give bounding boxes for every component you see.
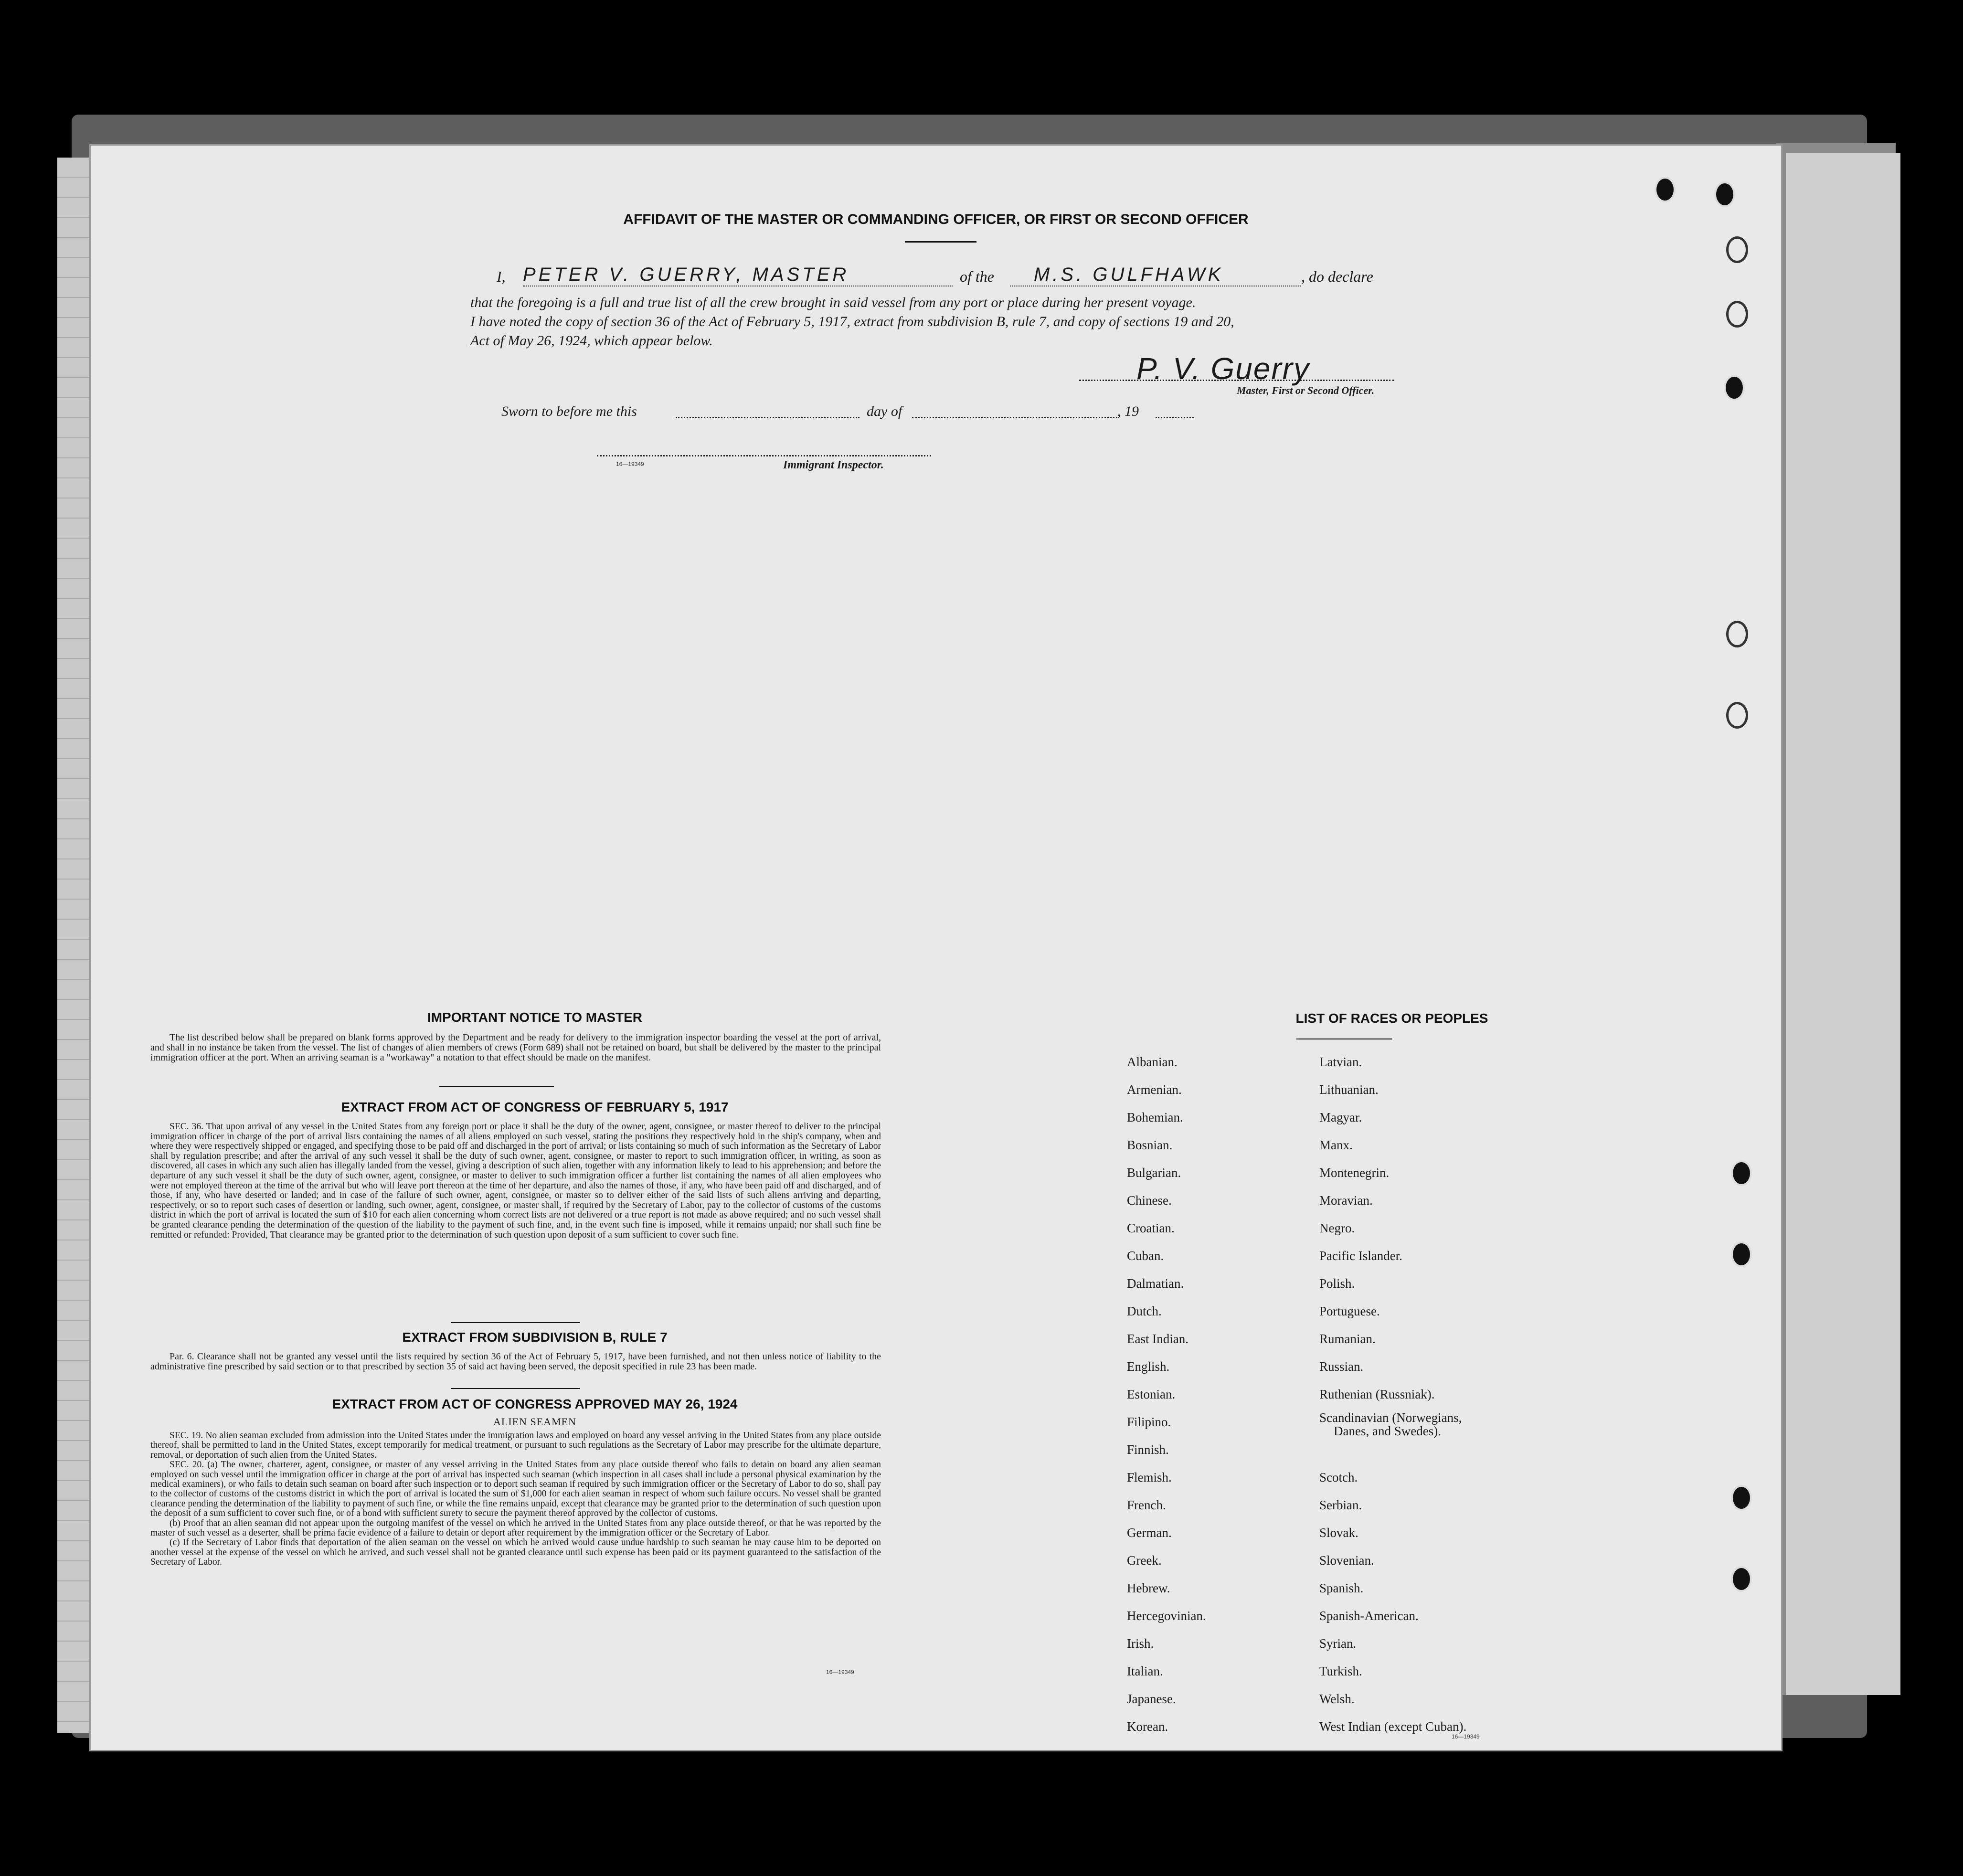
master-signature: P. V. Guerry <box>1136 351 1310 386</box>
race-item: Montenegrin. <box>1319 1166 1390 1180</box>
form-number-extracts: 16—19349 <box>826 1669 854 1675</box>
race-item: Slovenian. <box>1319 1553 1374 1568</box>
race-item: Portuguese. <box>1319 1304 1380 1318</box>
punch-hole <box>1731 1566 1752 1592</box>
race-item: Polish. <box>1319 1276 1355 1291</box>
races-title: LIST OF RACES OR PEOPLES <box>1295 1011 1488 1026</box>
sworn-day-field <box>676 417 859 418</box>
alien-seamen-subtitle: ALIEN SEAMEN <box>493 1416 576 1428</box>
punch-hole <box>1655 177 1676 202</box>
title-divider <box>905 241 976 243</box>
race-item: Bohemian. <box>1127 1110 1183 1124</box>
master-name-field: PETER V. GUERRY, MASTER <box>523 264 953 286</box>
inspector-caption: Immigrant Inspector. <box>783 459 884 471</box>
extract-1917-title: EXTRACT FROM ACT OF CONGRESS OF FEBRUARY 5, 1917 <box>341 1100 729 1114</box>
left-page-edge <box>57 158 95 1733</box>
section-20b-paragraph: (b) Proof that an alien seaman did not appear upon the outgoing manifest of the vessel on which he arrived in the United States from any place outside thereof, or that he was reported by the master of such vessel as a deserter, shall be prima facie evidence of a failure to detain or deport after requirement by the immigration officer or the Secretary of Labor. <box>150 1518 881 1538</box>
punch-hole <box>1731 1241 1752 1267</box>
punch-hole <box>1726 702 1748 729</box>
sworn-prefix: Sworn to before me this <box>501 403 637 419</box>
race-item: Dalmatian. <box>1127 1276 1184 1291</box>
race-item: French. <box>1127 1498 1166 1512</box>
section-36-paragraph: SEC. 36. That upon arrival of any vessel in the United States from any foreign port or place it shall be the duty of the owner, agent, consignee, or master thereof to deliver to the principal immigration officer in charge of the port of arrival lists containing the names of all aliens employed on such vessel, stating the positions they respectively hold in the ship's company, when and where they were respectively shipped or engaged, and specifying those to be paid off and discharged in the port of arrival; or lists containing so much of such information as the Secretary of Labor shall by regulation prescribe; and after the arrival of any such vessel it shall be the duty of such owner, agent, consignee, or master to report to such immigration officer, in writing, as soon as discovered, all cases in which any such alien has illegally landed from the vessel, giving a description of such alien, together with any information likely to lead to his apprehension; and before the departure of any such vessel it shall be the duty of such owner, agent, consignee, or master to deliver to such immigration officer a further list containing the names of all alien employees who were not employed thereon at the time of the arrival but who will leave port thereon at the time of her departure, and also the names of those, if any, who have been paid off and discharged, and of those, if any, who have deserted or landed; and in case of the failure of such owner, agent, consignee, or master so to deliver either of the said lists of such aliens arriving and departing, respectively, or so to report such cases of desertion or landing, such owner, agent, consignee, or master shall, if required by the Secretary of Labor, pay to the collector of customs of the customs district in which the port of arrival is located the sum of $10 for each alien concerning whom correct lists are not delivered or a true report is not made as above required; and no such vessel shall be granted clearance pending the determination of the question of the liability to the payment of such fine, and, in the event such fine is imposed, while it remains unpaid; nor shall such fine be remitted or refunded: Provided, That clearance may be granted prior to the determination of such question upon deposit of a sum sufficient to cover such fine. <box>150 1122 881 1240</box>
affidavit-title: AFFIDAVIT OF THE MASTER OR COMMANDING OFFICER, OR FIRST OR SECOND OFFICER <box>623 212 1249 227</box>
race-item: Danes, and Swedes). <box>1334 1424 1441 1438</box>
race-item: Spanish-American. <box>1319 1609 1419 1623</box>
race-item: Bulgarian. <box>1127 1166 1181 1180</box>
section-20c-paragraph: (c) If the Secretary of Labor finds that deportation of the alien seaman on the vessel on which he arrived would cause undue hardship to such seaman he may cause him to be deported on another vessel at the expense of the vessel on which he arrived, and such vessel shall not be granted clearance until such expense has been paid or its payment guaranteed to the satisfaction of the Secretary of Labor. <box>150 1537 881 1568</box>
race-item: Hercegovinian. <box>1127 1609 1206 1623</box>
race-item: Finnish. <box>1127 1442 1169 1457</box>
extract-rule7-body <box>150 1352 881 1372</box>
declaration-line-2: that the foregoing is a full and true list of all the crew brought in said vessel from any port or place during her present voyage. <box>470 295 1196 310</box>
race-item: Korean. <box>1127 1719 1168 1734</box>
section-20a-paragraph: SEC. 20. (a) The owner, charterer, agent, consignee, or master of any vessel arriving in the United States from any place outside thereof who fails to detain on board any alien seaman employed on such vessel until the immigration officer in charge at the port of arrival has inspected such seaman (which inspection in all cases shall include a personal physical examination by the medical examiners), or who fails to detain such seaman on board after such inspection or to deport such seaman if required by such immigration officer or the Secretary of Labor to do so, shall pay to the collector of customs of the customs district in which the port of arrival is located the sum of $1,000 for each alien seaman in respect of whom such failure occurs. No vessel shall be granted clearance pending the determination of the liability to payment of such fine, or while the fine remains unpaid, except that clearance may be granted prior to the determination of such question upon the deposit of a sum sufficient to cover such fine, or of a bond with sufficient surety to secure the payment thereof approved by the collector of customs. <box>150 1460 881 1519</box>
form-number-races: 16—19349 <box>1452 1733 1480 1740</box>
extract-rule7-title: EXTRACT FROM SUBDIVISION B, RULE 7 <box>402 1330 668 1345</box>
sworn-line <box>501 403 1289 427</box>
signature-caption: Master, First or Second Officer. <box>1237 384 1375 396</box>
race-item: Serbian. <box>1319 1498 1362 1512</box>
race-item: English. <box>1127 1359 1170 1374</box>
right-page-edge <box>1786 153 1900 1695</box>
declaration-line-4: Act of May 26, 1924, which appear below. <box>470 333 713 349</box>
punch-hole <box>1726 236 1748 263</box>
race-item: Albanian. <box>1127 1055 1178 1069</box>
extract-1917-body <box>150 1122 881 1240</box>
notice-body <box>150 1033 881 1063</box>
declaration-line-1 <box>470 264 1497 297</box>
race-item: Latvian. <box>1319 1055 1362 1069</box>
race-item: Russian. <box>1319 1359 1364 1374</box>
race-item: Flemish. <box>1127 1470 1172 1484</box>
section-19-paragraph: SEC. 19. No alien seaman excluded from admission into the United States under the immigration laws and employed on board any vessel arriving in the United States from any place outside thereof, shall be permitted to land in the United States, except temporarily for medical treatment, or pursuant to such regulations as the Secretary of Labor may prescribe for the ultimate departure, removal, or deportation of such alien from the United States. <box>150 1431 881 1460</box>
races-column-1 <box>1127 1048 1206 1740</box>
race-item: Scandinavian (Norwegians, <box>1319 1410 1462 1425</box>
extract-1924-body <box>150 1431 881 1568</box>
race-item: Filipino. <box>1127 1415 1171 1429</box>
race-item: Negro. <box>1319 1221 1355 1235</box>
race-item: West Indian (except Cuban). <box>1319 1719 1467 1734</box>
race-item: Manx. <box>1319 1138 1353 1152</box>
punch-hole <box>1726 301 1748 328</box>
notice-divider <box>439 1086 554 1087</box>
race-item: German. <box>1127 1526 1172 1540</box>
inspector-signature-line <box>597 455 931 456</box>
notice-paragraph: The list described below shall be prepared on blank forms approved by the Department and be ready for delivery to the immigration inspector boarding the vessel at the port of arrival, and shall in no instance be taken from the vessel. The list of changes of alien members of crews (Form 689) shall not be retained on board, but shall be delivered by the master to the principal immigration officer at the port. When an arriving seaman is a "workaway" a notation to that effect should be made on the manifest. <box>150 1032 881 1063</box>
race-item: Bosnian. <box>1127 1138 1173 1152</box>
punch-hole <box>1724 375 1745 401</box>
race-item: Japanese. <box>1127 1692 1176 1706</box>
punch-hole <box>1731 1160 1752 1186</box>
race-item: Italian. <box>1127 1664 1163 1678</box>
race-item: East Indian. <box>1127 1332 1188 1346</box>
race-item: Welsh. <box>1319 1692 1355 1706</box>
race-item: Magyar. <box>1319 1110 1362 1124</box>
of-the-label: of the <box>960 268 994 285</box>
race-item: Ruthenian (Russniak). <box>1319 1387 1435 1401</box>
race-item: Scotch. <box>1319 1470 1358 1484</box>
do-declare-label: , do declare <box>1301 268 1373 285</box>
par-6-paragraph: Par. 6. Clearance shall not be granted any vessel until the lists required by section 36 of the Act of February 5, 1917, have been furnished, and not then unless notice of liability to the administrative fine prescribed by said section or to that prescribed by section 35 of said act having been served, the deposit specified in rule 23 has been made. <box>150 1351 881 1372</box>
races-column-2 <box>1319 1048 1466 1740</box>
form-page <box>91 146 1781 1750</box>
race-item: Irish. <box>1127 1636 1154 1651</box>
notice-title: IMPORTANT NOTICE TO MASTER <box>427 1010 643 1025</box>
punch-hole <box>1731 1485 1752 1511</box>
race-item: Hebrew. <box>1127 1581 1170 1595</box>
race-item: Lithuanian. <box>1319 1082 1379 1097</box>
race-item: Estonian. <box>1127 1387 1176 1401</box>
form-number-top: 16—19349 <box>616 461 644 467</box>
race-item: Syrian. <box>1319 1636 1357 1651</box>
extract-1924-title: EXTRACT FROM ACT OF CONGRESS APPROVED MAY 26, 1924 <box>332 1397 738 1411</box>
extract-1917-divider <box>451 1322 580 1323</box>
sworn-month-field <box>912 417 1117 418</box>
race-item: Turkish. <box>1319 1664 1362 1678</box>
extract-rule7-divider <box>451 1388 580 1389</box>
race-item: Chinese. <box>1127 1193 1172 1208</box>
year-prefix: , 19 <box>1117 403 1139 419</box>
race-item: Armenian. <box>1127 1082 1182 1097</box>
race-item: Pacific Islander. <box>1319 1249 1402 1263</box>
race-item: Moravian. <box>1319 1193 1373 1208</box>
punch-hole <box>1726 621 1748 647</box>
punch-hole <box>1714 181 1735 207</box>
race-item: Rumanian. <box>1319 1332 1376 1346</box>
race-item: Slovak. <box>1319 1526 1358 1540</box>
race-item: Spanish. <box>1319 1581 1364 1595</box>
i-label: I, <box>497 268 506 285</box>
race-item: Greek. <box>1127 1553 1162 1568</box>
day-of-label: day of <box>867 403 902 419</box>
declaration-line-3: I have noted the copy of section 36 of the Act of February 5, 1917, extract from subdivision B, rule 7, and copy of sections 19 and 20, <box>470 314 1234 329</box>
race-item: Cuban. <box>1127 1249 1164 1263</box>
sworn-year-field <box>1156 417 1194 418</box>
vessel-name-field: M.S. GULFHAWK <box>1010 264 1301 286</box>
race-item: Croatian. <box>1127 1221 1175 1235</box>
race-item: Dutch. <box>1127 1304 1162 1318</box>
